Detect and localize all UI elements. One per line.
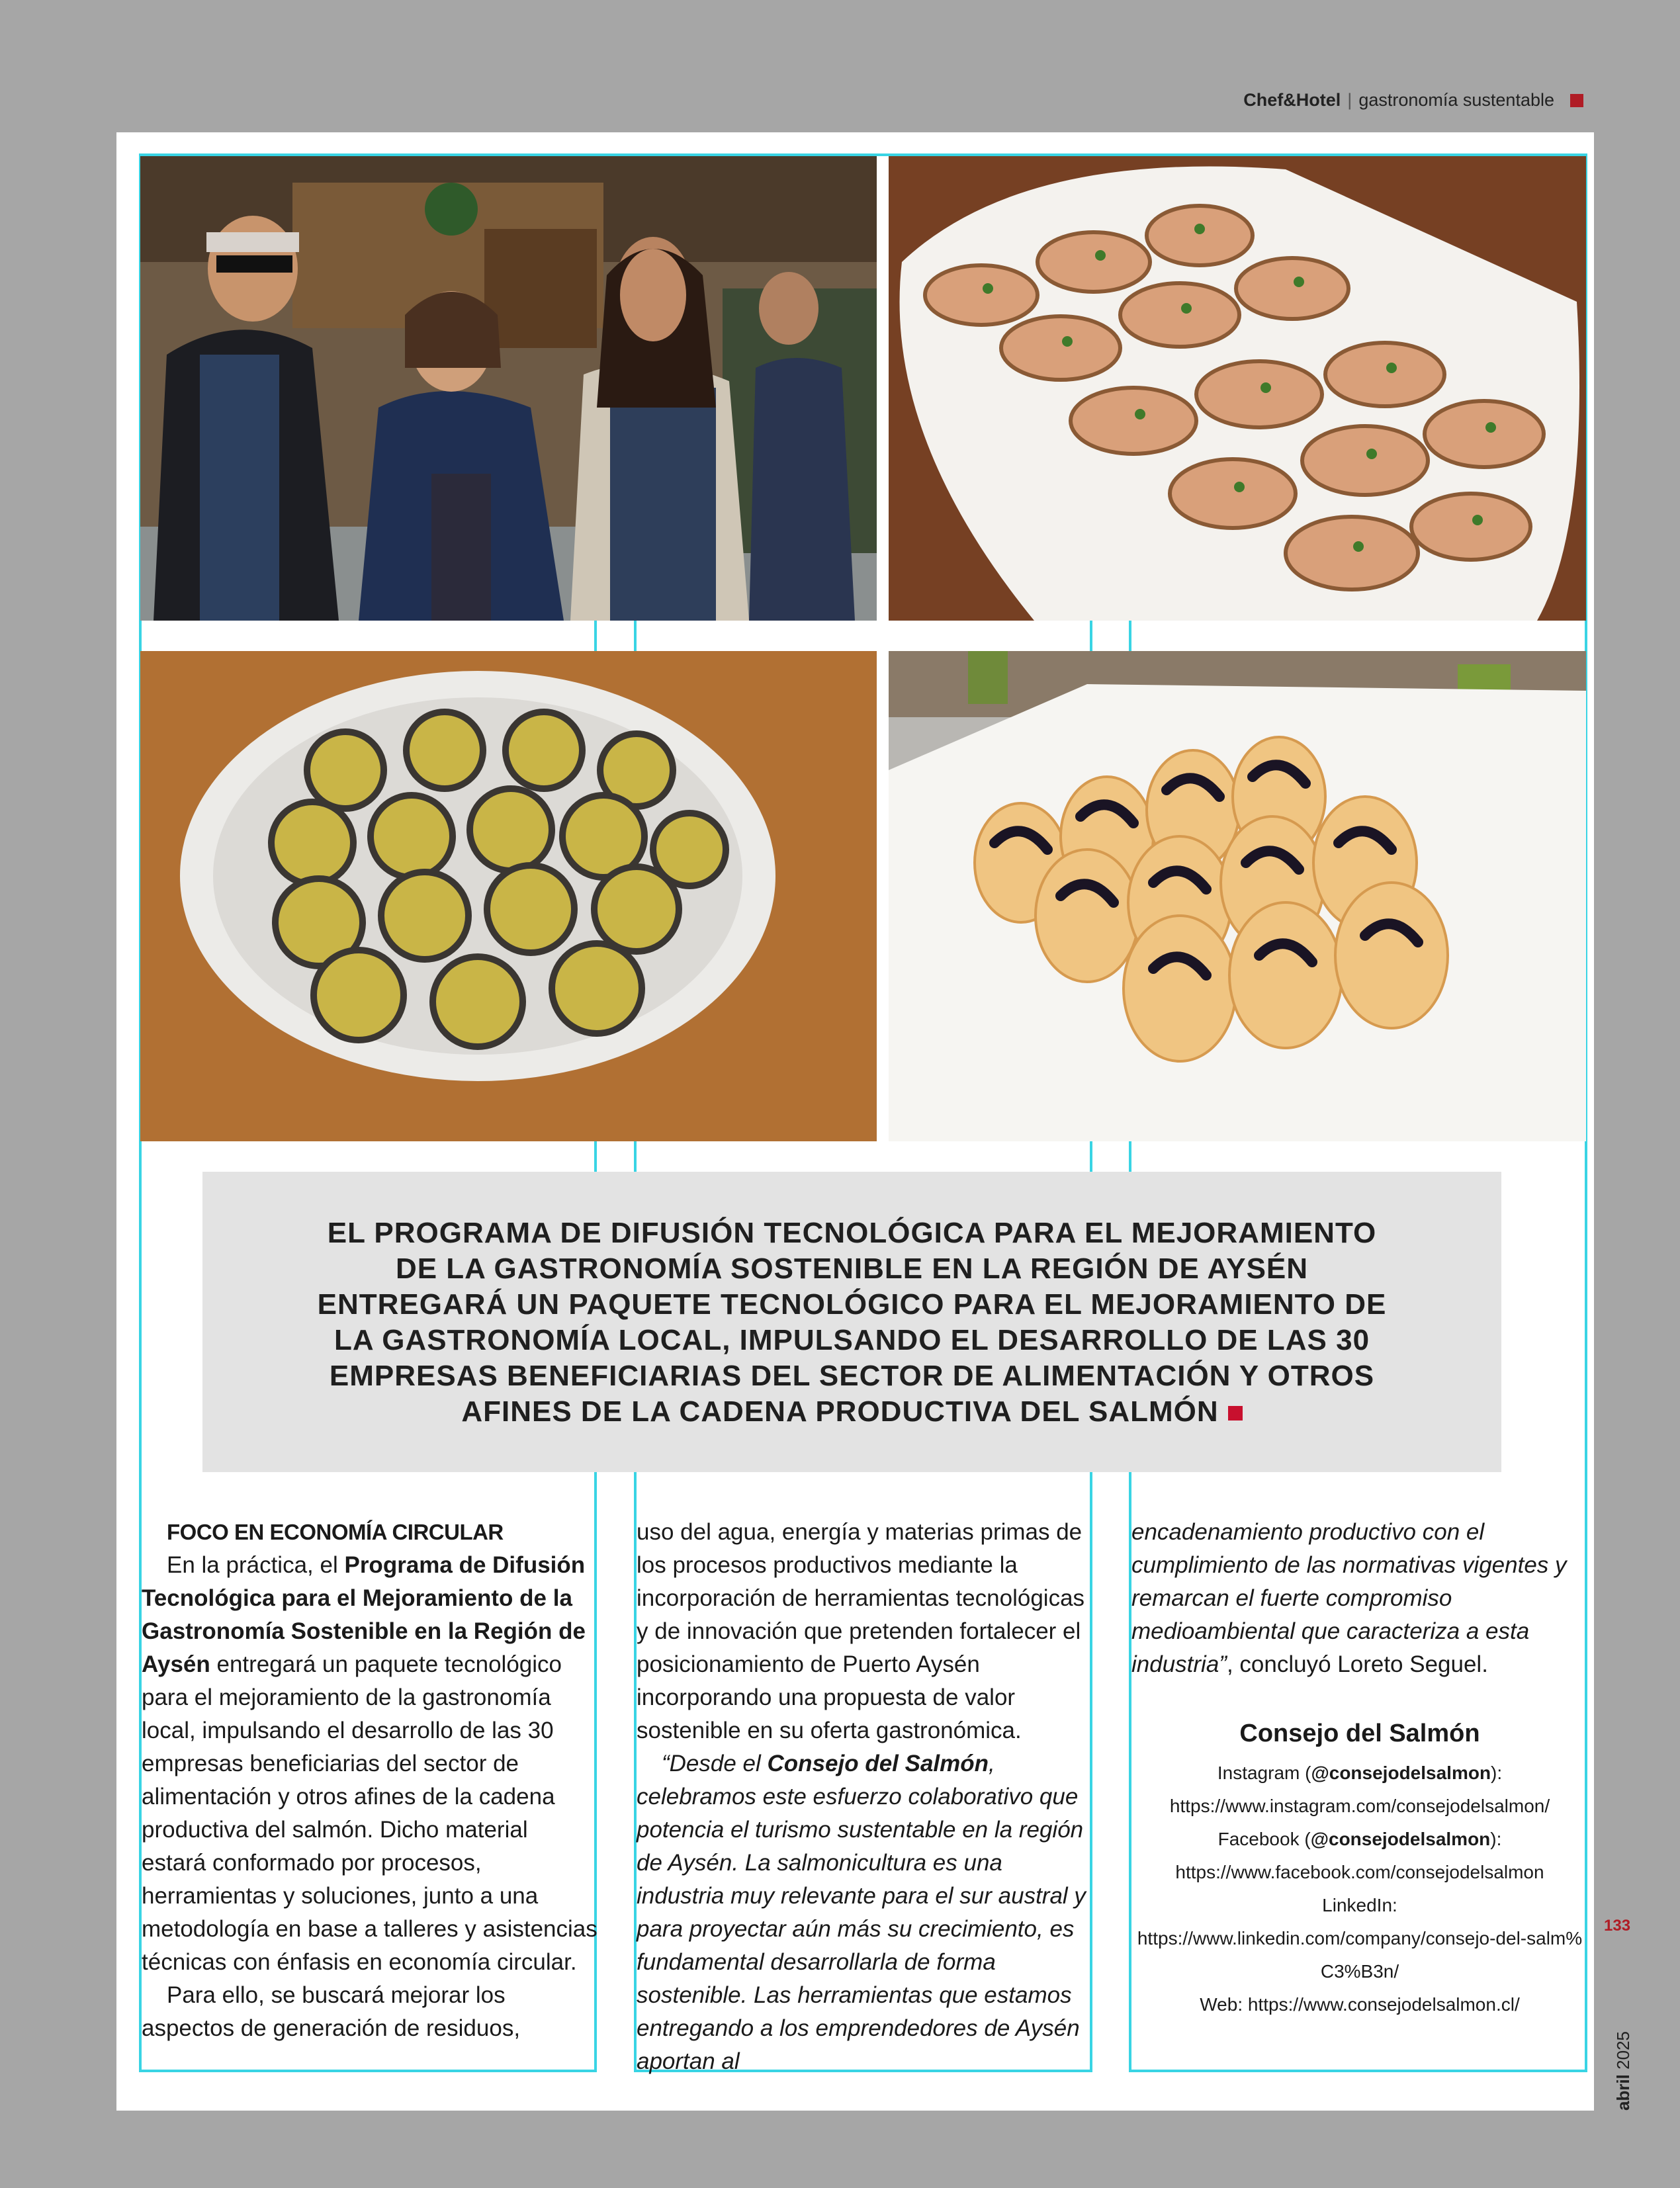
text: Web: — [1200, 1994, 1248, 2015]
contact-title: Consejo del Salmón — [1239, 1720, 1480, 1747]
linkedin-link[interactable]: https://www.linkedin.com/company/consejo-del-salm% — [1137, 1928, 1583, 1948]
program-name: Programa de Difusión Tecnológica para el Mejoramiento de la Gastronomía Sostenible en la Región de Aysén — [142, 1552, 586, 1677]
red-square-icon — [1570, 94, 1583, 107]
paragraph: uso del agua, energía y materias primas de los procesos productivos mediante la incorporación de herramientas tecnológicas y de innovación que pretenden fortalecer el posicionamiento de Puerto Aysén incorporando una propuesta de valor sostenible en su oferta gastronómica. — [637, 1519, 1085, 1743]
photo-people — [140, 156, 877, 621]
header-separator: | — [1347, 90, 1352, 110]
magazine-brand: Chef&Hotel — [1243, 90, 1341, 110]
text: entregará un paquete tecnológico para el mejoramiento de la gastronomía local, impulsando el desarrollo de las 30 empresas beneficiarias del sector de alimentación y otros afines de la cadena productiva del salmón. Dicho material estará conformado por procesos, herramientas y soluciones, junto a una metodología en base a talleres y asistencias técnicas con énfasis en economía circular. — [142, 1651, 597, 1975]
text: “Desde el — [662, 1751, 768, 1776]
pull-quote-box — [202, 1172, 1501, 1472]
web-line — [1133, 1988, 1587, 2021]
article-column-2 — [637, 1516, 1093, 2078]
section-subhead: FOCO EN ECONOMÍA CIRCULAR — [167, 1520, 504, 1544]
running-header — [1243, 90, 1583, 110]
photo-clay-pots — [140, 651, 877, 1141]
red-square-icon — [1228, 1406, 1243, 1421]
paragraph — [142, 1549, 598, 1979]
paragraph: Para ello, se buscará mejorar los aspectos de generación de residuos, — [142, 1982, 521, 2041]
pull-quote-line: EMPRESAS BENEFICIARIAS DEL SECTOR DE ALIMENTACIÓN Y OTROS — [329, 1360, 1375, 1392]
linkedin-label: LinkedIn: — [1322, 1895, 1397, 1915]
layout-guide — [139, 2070, 597, 2072]
pull-quote-line: DE LA GASTRONOMÍA SOSTENIBLE EN LA REGIÓN DE AYSÉN — [395, 1252, 1309, 1285]
contact-info — [1133, 1710, 1587, 2021]
pull-quote-line: LA GASTRONOMÍA LOCAL, IMPULSANDO EL DESARROLLO DE LAS 30 — [333, 1324, 1370, 1356]
quote-paragraph — [637, 1747, 1093, 2078]
facebook-label-line — [1133, 1823, 1587, 1856]
page-number: 133 — [1604, 1917, 1631, 1935]
text: , celebramos este esfuerzo colaborativo que potencia el turismo sustentable en la región de Aysén. La salmonicultura es una industria muy relevante para el sur austral y para proyectar aún más su crecimiento, es fundamental desarrollarla de forma sostenible. Las herramientas que estamos entregando a los emprendedores de Aysén aportan al — [637, 1751, 1086, 2074]
attribution: , concluyó Loreto Seguel. — [1226, 1651, 1488, 1677]
facebook-handle: @consejodelsalmon — [1310, 1829, 1491, 1849]
photo-dessert — [889, 651, 1586, 1141]
pull-quote-line: AFINES DE LA CADENA PRODUCTIVA DEL SALMÓN — [461, 1395, 1219, 1428]
pull-quote — [269, 1215, 1435, 1430]
linkedin-link-cont[interactable]: C3%B3n/ — [1320, 1961, 1399, 1982]
text: encadenamiento productivo con el cumplimiento de las normativas vigentes y remarcan el fuerte compromiso medioambiental que caracteriza a esta industria” — [1131, 1519, 1567, 1677]
instagram-link[interactable]: https://www.instagram.com/consejodelsalmon/ — [1169, 1796, 1550, 1816]
quote-paragraph — [1131, 1516, 1585, 1681]
issue-date — [1613, 2031, 1634, 2111]
organization-name: Consejo del Salmón — [767, 1751, 989, 1776]
pull-quote-line: EL PROGRAMA DE DIFUSIÓN TECNOLÓGICA PARA EL MEJORAMIENTO — [327, 1217, 1377, 1249]
pull-quote-line-last — [269, 1394, 1435, 1430]
text: Facebook ( — [1217, 1829, 1311, 1849]
instagram-handle: @consejodelsalmon — [1311, 1763, 1491, 1783]
facebook-link[interactable]: https://www.facebook.com/consejodelsalmon — [1175, 1862, 1544, 1882]
text: ): — [1490, 1829, 1502, 1849]
issue-year: 2025 — [1613, 2031, 1633, 2070]
article-column-1 — [142, 1516, 598, 2045]
section-name: gastronomía sustentable — [1358, 90, 1554, 110]
text: En la práctica, el — [167, 1552, 345, 1578]
article-column-3 — [1131, 1516, 1585, 1681]
photo-salmon-toasts — [889, 156, 1586, 621]
issue-month: abril — [1613, 2074, 1633, 2111]
layout-guide — [1129, 2070, 1587, 2072]
web-link[interactable]: https://www.consejodelsalmon.cl/ — [1247, 1994, 1520, 2015]
text: ): — [1491, 1763, 1503, 1783]
pull-quote-line: ENTREGARÁ UN PAQUETE TECNOLÓGICO PARA EL MEJORAMIENTO DE — [317, 1288, 1387, 1321]
text: Instagram ( — [1217, 1763, 1311, 1783]
instagram-label-line — [1133, 1757, 1587, 1790]
